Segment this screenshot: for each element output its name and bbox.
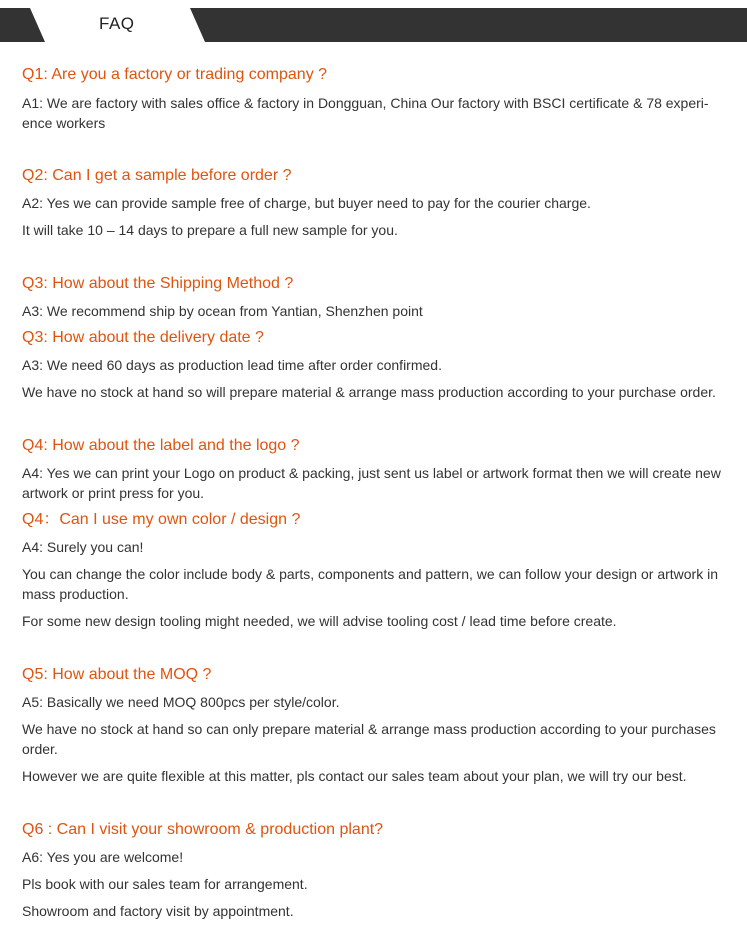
faq-question-1: Q1: Are you a factory or trading company ? xyxy=(22,66,328,83)
faq-answer-2: A2: Yes we can provide sample free of charge, but buyer need to pay for the courier charge. xyxy=(22,195,591,211)
faq-answer-4-label: A4: Yes we can print your Logo on product & packing, just sent us label or artwork format then we will create new artwork or print press for you. xyxy=(22,465,721,501)
faq-answer-3-shipping: A3: We recommend ship by ocean from Yantian, Shenzhen point xyxy=(22,303,423,319)
faq-question-2: Q2: Can I get a sample before order ? xyxy=(22,167,292,184)
faq-answer-6-line-2: Pls book with our sales team for arrangement. xyxy=(22,876,308,892)
faq-answer-3-delivery: A3: We need 60 days as production lead time after order confirmed. xyxy=(22,357,442,373)
faq-answer-1: A1: We are factory with sales office & factory in Dongguan, China Our factory with BSCI certificate & 78 experi-ence workers xyxy=(22,95,709,131)
faq-answer-4-color: A4: Surely you can! xyxy=(22,539,144,555)
faq-question-4-color: Q4：Can I use my own color / design ? xyxy=(22,511,301,528)
faq-question-3-delivery: Q3: How about the delivery date ? xyxy=(22,329,264,346)
faq-answer-5: A5: Basically we need MOQ 800pcs per style/color. xyxy=(22,694,340,710)
faq-question-4-label: Q4: How about the label and the logo ? xyxy=(22,437,300,454)
faq-question-6: Q6 : Can I visit your showroom & production plant? xyxy=(22,821,384,838)
faq-answer-3-delivery-line-2: We have no stock at hand so will prepare material & arrange mass production according to your purchase order. xyxy=(22,384,716,400)
faq-answer-4-color-line-2: You can change the color include body & parts, components and pattern, we can follow your design or artwork in mass production. xyxy=(22,566,719,602)
faq-question-3-shipping: Q3: How about the Shipping Method ? xyxy=(22,275,294,292)
faq-title: FAQ xyxy=(99,14,135,33)
faq-answer-2-line-2: It will take 10 – 14 days to prepare a full new sample for you. xyxy=(22,222,398,238)
faq-question-5: Q5: How about the MOQ ? xyxy=(22,666,212,683)
faq-answer-5-line-2: We have no stock at hand so can only prepare material & arrange mass production according to your purchases order. xyxy=(22,721,716,757)
faq-answer-6: A6: Yes you are welcome! xyxy=(22,849,184,865)
faq-answer-6-line-3: Showroom and factory visit by appointment. xyxy=(22,903,294,919)
faq-header xyxy=(0,0,747,42)
faq-answer-4-color-line-3: For some new design tooling might needed, we will advise tooling cost / lead time before create. xyxy=(22,613,617,629)
faq-answer-5-line-3: However we are quite flexible at this matter, pls contact our sales team about your plan, we will try our best. xyxy=(22,768,687,784)
